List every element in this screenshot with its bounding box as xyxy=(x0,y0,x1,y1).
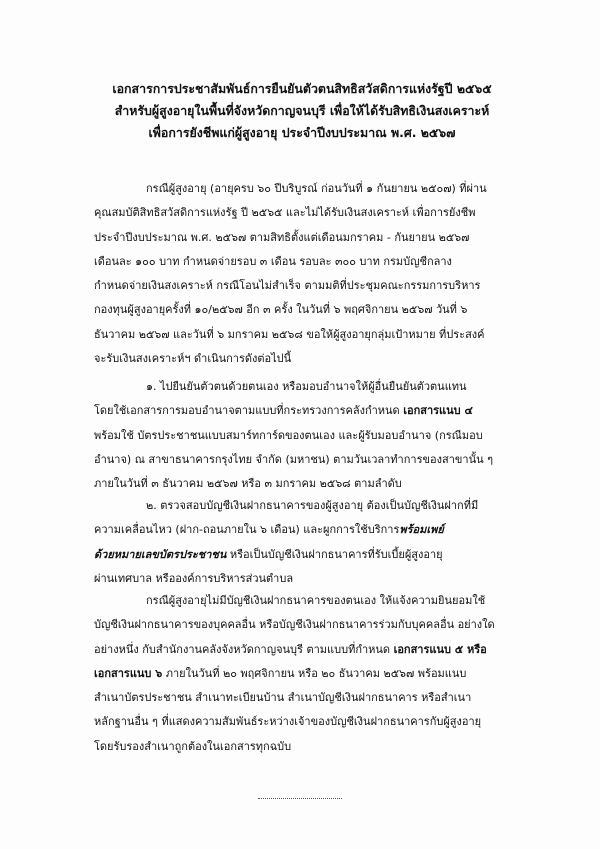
item-2-line xyxy=(94,543,540,567)
promptpay-label: พร้อมเพย์ xyxy=(399,523,444,537)
intro-line: กรณีผู้สูงอายุ (อายุครบ ๖๐ ปีบริบูรณ์ ก่อนวันที่ ๑ กันยายน ๒๕๐๗) ที่ผ่าน xyxy=(146,182,487,195)
item-2-text: ความเคลื่อนไหว (ฝาก-ถอนภายใน ๖ เดือน) และผูกการใช้บริการ xyxy=(94,523,400,537)
closing-dotted-line xyxy=(258,798,342,799)
title-line-2: สำหรับผู้สูงอายุในพื้นที่จังหวัดกาญจนบุรี เพื่อให้ได้รับสิทธิเงินสงเคราะห์ xyxy=(114,103,490,118)
document-title xyxy=(72,78,532,144)
intro-line: กำหนดจ่ายเงินสงเคราะห์ กรณีโอนไม่สำเร็จ ตามมติที่ประชุมคณะกรรมการบริหาร xyxy=(94,279,481,293)
item-1-line: อำนาจ) ณ สาขาธนาคารกรุงไทย จำกัด (มหาชน) ตามวันเวลาทำการของสาขานั้น ๆ xyxy=(94,452,494,466)
item-3-line: บัญชีเงินฝากธนาคารของบุคคลอื่น หรือบัญชีเงินฝากธนาคารร่วมกับบุคคลอื่น อย่างใด xyxy=(94,618,495,632)
attachment-6-label: เอกสารแนบ ๖ xyxy=(94,666,163,680)
intro-line: ประจำปีงบประมาณ พ.ศ. ๒๕๖๗ ตามสิทธิตั้งแต่เดือนมกราคม - กันยายน ๒๕๖๗ xyxy=(94,230,470,244)
intro-line: ธันวาคม ๒๕๖๗ และวันที่ ๖ มกราคม ๒๕๖๘ ขอให้ผู้สูงอายุกลุ่มเป้าหมาย ที่ประสงค์ xyxy=(94,327,485,341)
title-line-1: เอกสารการประชาสัมพันธ์การยืนยันตัวตนสิทธิสวัสดิการแห่งรัฐปี ๒๕๖๕ xyxy=(112,81,492,96)
item-3-line xyxy=(94,638,540,662)
item-3-line xyxy=(94,662,540,686)
item-1-text: โดยใช้เอกสารการมอบอำนาจตามแบบที่กระทรวงการคลังกำหนด xyxy=(94,404,404,418)
item-3-line: โดยรับรองสำเนาถูกต้องในเอกสารทุกฉบับ xyxy=(94,739,292,753)
attachment-5-label: เอกสารแนบ ๕ หรือ xyxy=(393,642,487,656)
id-number-label: ด้วยหมายเลขบัตรประชาชน xyxy=(94,547,227,561)
item-2-text: หรือเป็นบัญชีเงินฝากธนาคารที่รับเบี้ยผู้สูงอายุ xyxy=(226,547,443,561)
item-3-line: สำเนาบัตรประชาชน สำเนาทะเบียนบ้าน สำเนาบัญชีเงินฝากธนาคาร หรือสำเนา xyxy=(94,691,472,705)
item-1-line xyxy=(94,399,540,423)
intro-line: จะรับเงินสงเคราะห์ฯ ดำเนินการดังต่อไปนี้ xyxy=(94,352,292,366)
item-1-line: ๑. ไปยืนยันตัวตนด้วยตนเอง หรือมอบอำนาจให้ผู้อื่นยืนยันตัวตนแทน xyxy=(146,380,467,393)
item-1-line: ภายในวันที่ ๓ ธันวาคม ๒๕๖๗ หรือ ๓ มกราคม ๒๕๖๘ ตามลำดับ xyxy=(94,477,402,491)
intro-line: คุณสมบัติสิทธิสวัสดิการแห่งรัฐ ปี ๒๕๖๕ และไม่ได้รับเงินสงเคราะห์ เพื่อการยังชีพ xyxy=(94,206,476,220)
item-1-paragraph xyxy=(94,375,540,496)
item-2-line: ผ่านเทศบาล หรือองค์การบริหารส่วนตำบล xyxy=(94,571,294,585)
item-1-line: พร้อมใช้ บัตรประชาชนแบบสมาร์ทการ์ดของตนเอง และผู้รับมอบอำนาจ (กรณีมอบ xyxy=(94,428,483,442)
item-3-text: ภายในวันที่ ๒๐ พฤศจิกายน หรือ ๒๐ ธันวาคม ๒๕๖๗ พร้อมแนบ xyxy=(162,666,467,680)
attachment-4-label: เอกสารแนบ ๔ xyxy=(403,404,473,418)
item-2-line: ๒. ตรวจสอบบัญชีเงินฝากธนาคารของผู้สูงอายุ ต้องเป็นบัญชีเงินฝากที่มี xyxy=(146,499,479,512)
intro-line: กองทุนผู้สูงอายุครั้งที่ ๑๐/๒๕๖๗ อีก ๓ ครั้ง ในวันที่ ๖ พฤศจิกายน ๒๕๖๗ วันที่ ๖ xyxy=(94,303,468,317)
item-2-paragraph xyxy=(94,494,540,591)
title-line-3: เพื่อการยังชีพแก่ผู้สูงอายุ ประจำปีงบประมาณ พ.ศ. ๒๕๖๗ xyxy=(148,125,456,140)
item-2-line xyxy=(94,518,540,542)
item-3-line: หลักฐานอื่น ๆ ที่แสดงความสัมพันธ์ระหว่างเจ้าของบัญชีเงินฝากธนาคารกับผู้สูงอายุ xyxy=(94,715,482,729)
intro-paragraph xyxy=(94,177,540,371)
intro-line: เดือนละ ๑๐๐ บาท กำหนดจ่ายรอบ ๓ เดือน รอบละ ๓๐๐ บาท กรมบัญชีกลาง xyxy=(94,254,452,268)
item-3-line: กรณีผู้สูงอายุไม่มีบัญชีเงินฝากธนาคารของตนเอง ให้แจ้งความยินยอมใช้ xyxy=(146,594,486,607)
item-3-text: อย่างหนึ่ง กับสำนักงานคลังจังหวัดกาญจนบุรี ตามแบบที่กำหนด xyxy=(94,642,394,656)
item-3-paragraph xyxy=(94,589,540,759)
